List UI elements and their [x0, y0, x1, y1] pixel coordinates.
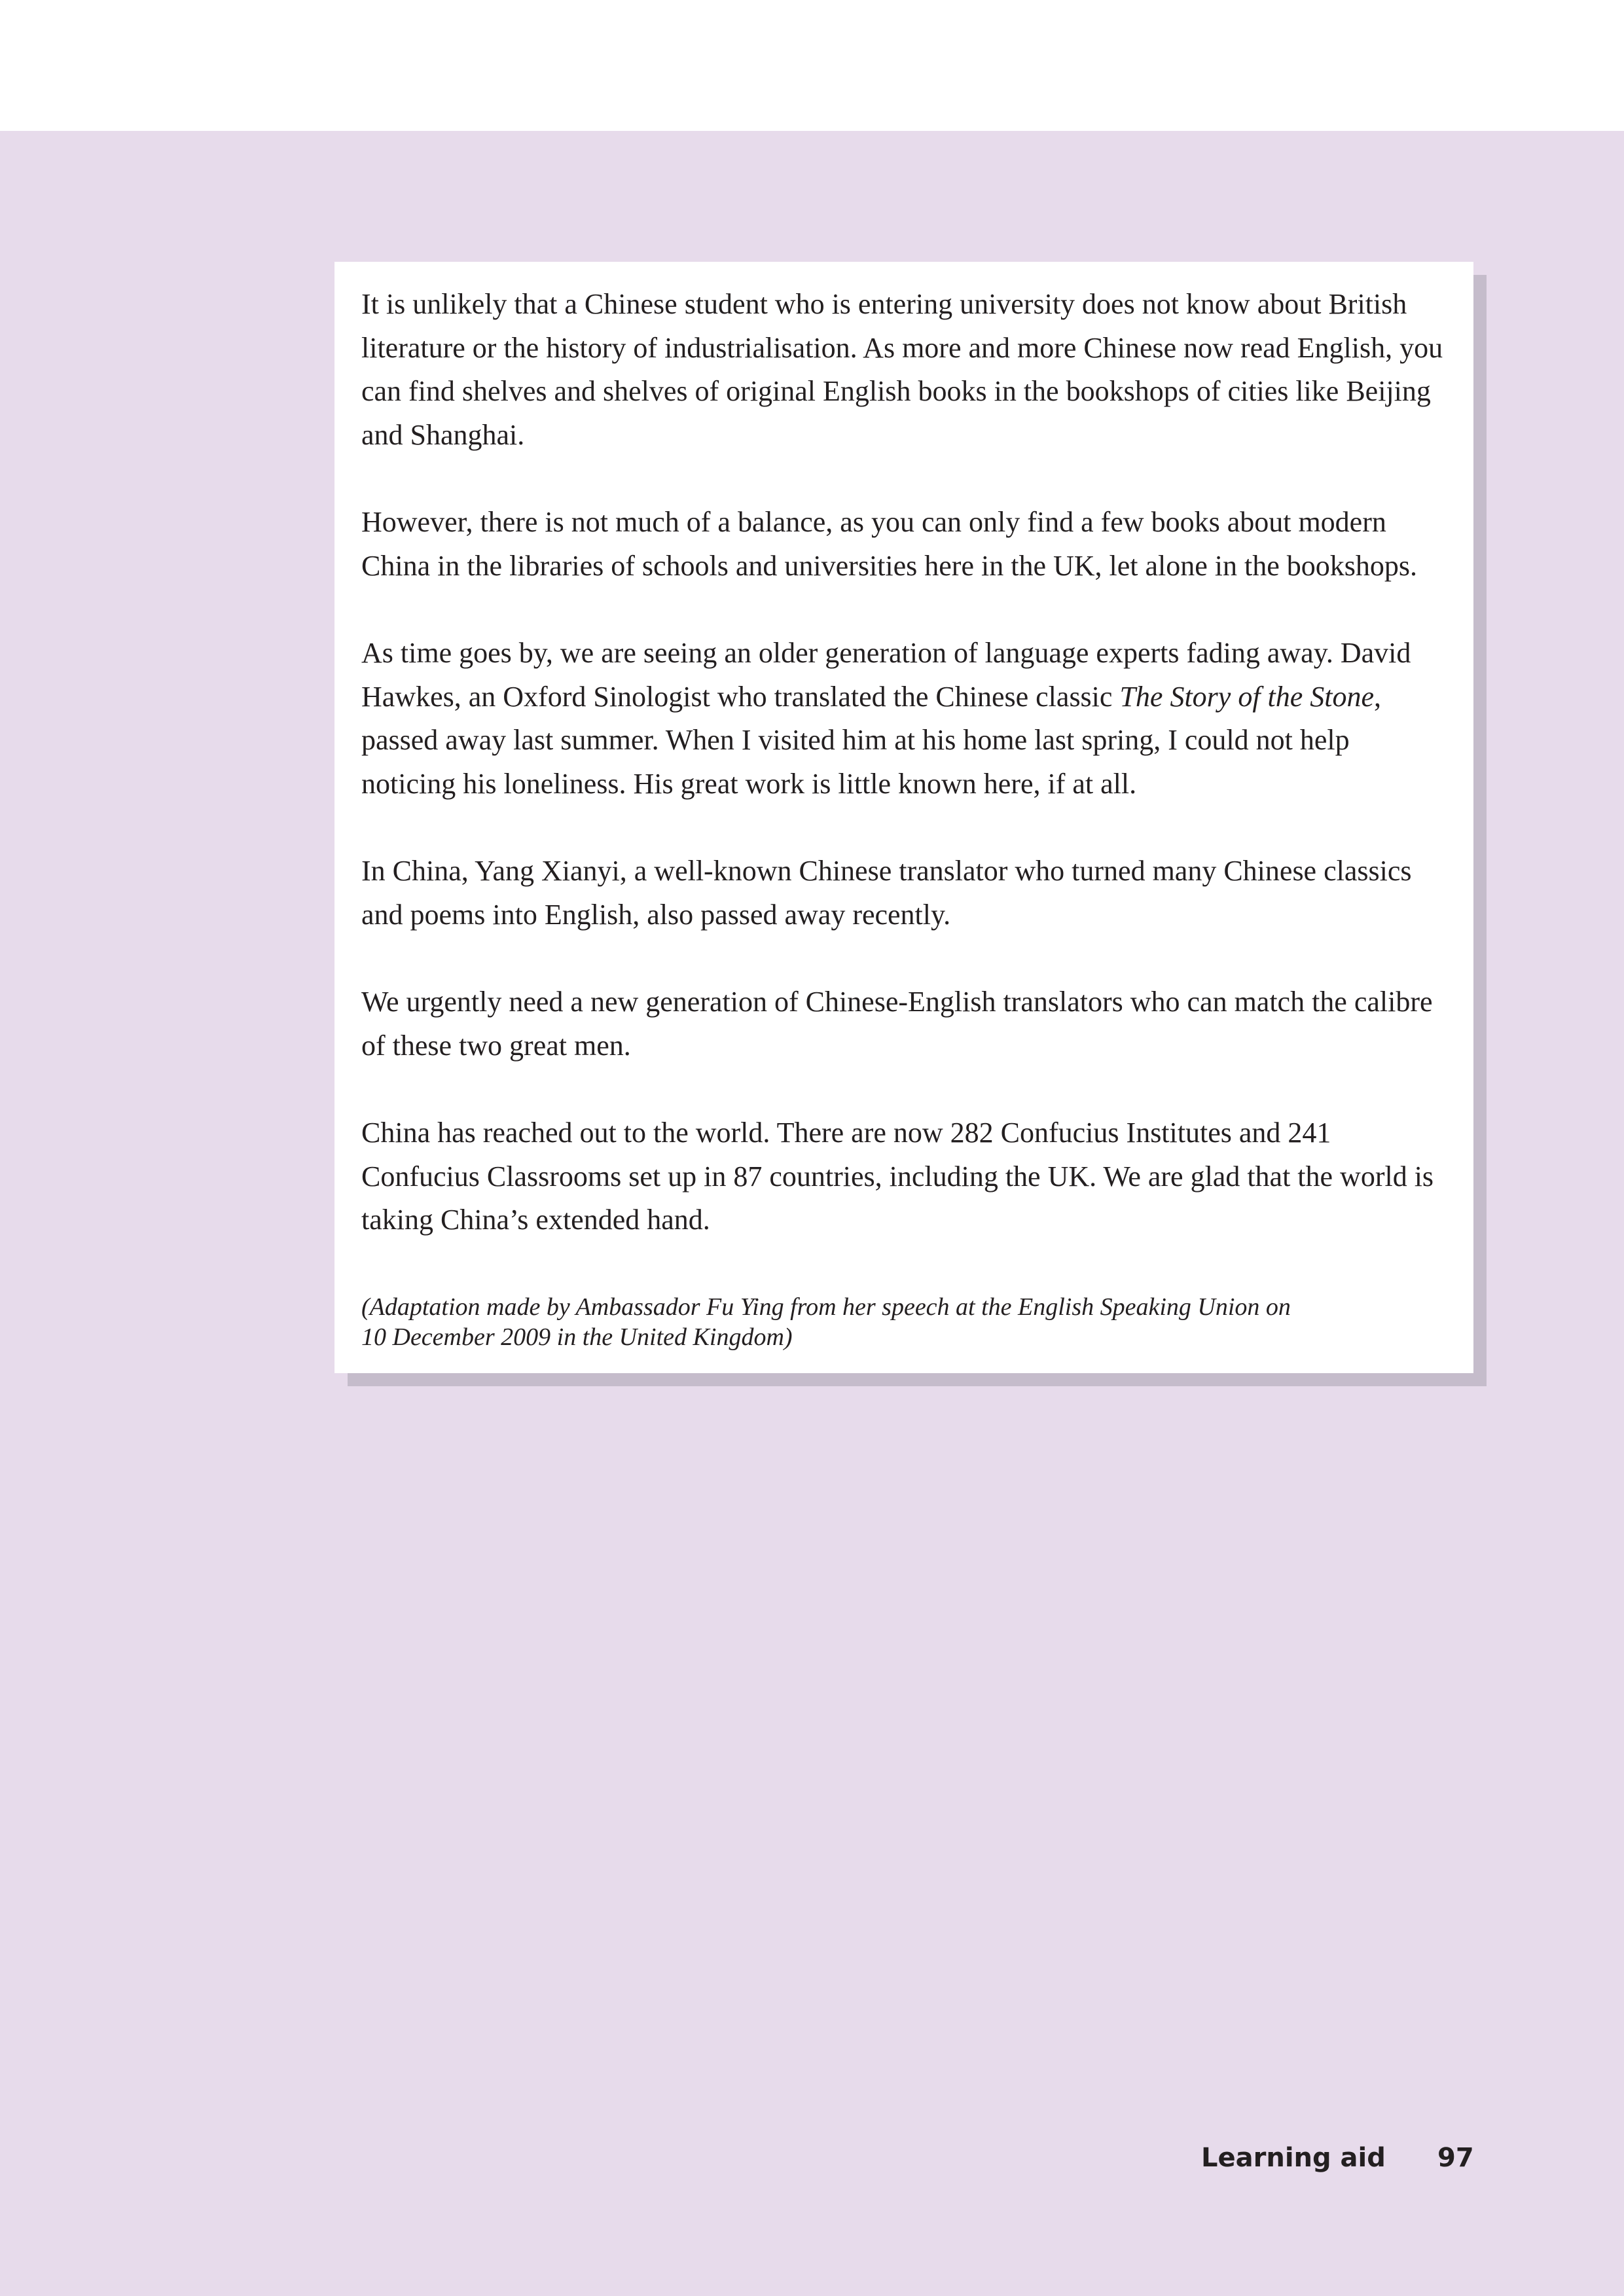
paragraph-6: China has reached out to the world. There are now 282 Confucius Institutes and 241 Confucius Classrooms set up in 87 countries, including the UK. We are glad that the world is taking China’s extended hand.	[361, 1117, 1434, 1236]
page-number: 97	[1437, 2143, 1474, 2173]
paragraph-3-text-after: , passed away last summer. When I visited him at his home last spring, I could not help noticing his loneliness. His great work is little known here, if at all.	[361, 680, 1382, 800]
paragraph-3	[361, 632, 1450, 806]
source-citation-line-1: (Adaptation made by Ambassador Fu Ying from her speech at the English Speaking Union on	[361, 1293, 1291, 1321]
article-text-box	[334, 262, 1473, 1373]
source-citation-line-2: 10 December 2009 in the United Kingdom)	[361, 1323, 793, 1351]
paragraph-4: In China, Yang Xianyi, a well-known Chinese translator who turned many Chinese classics and poems into English, also passed away recently.	[361, 855, 1412, 931]
footer-section-label: Learning aid	[1201, 2143, 1386, 2173]
paragraph-1: It is unlikely that a Chinese student who is entering university does not know about British literature or the history of industrialisation. As more and more Chinese now read English, you can find shelves and shelves of original English books in the bookshops of cities like Beijing and Shanghai.	[361, 288, 1443, 451]
paragraph-5: We urgently need a new generation of Chinese-English translators who can match the calibre of these two great men.	[361, 986, 1433, 1062]
paragraph-2: However, there is not much of a balance, as you can only find a few books about modern China in the libraries of schools and universities here in the UK, let alone in the bookshops.	[361, 506, 1418, 582]
book-title: The Story of the Stone	[1119, 680, 1375, 713]
paragraph-3-text-before: As time goes by, we are seeing an older generation of language experts fading away. David Hawkes, an Oxford Sinologist who translated the Chinese classic	[361, 637, 1411, 713]
source-citation	[361, 1286, 1450, 1352]
